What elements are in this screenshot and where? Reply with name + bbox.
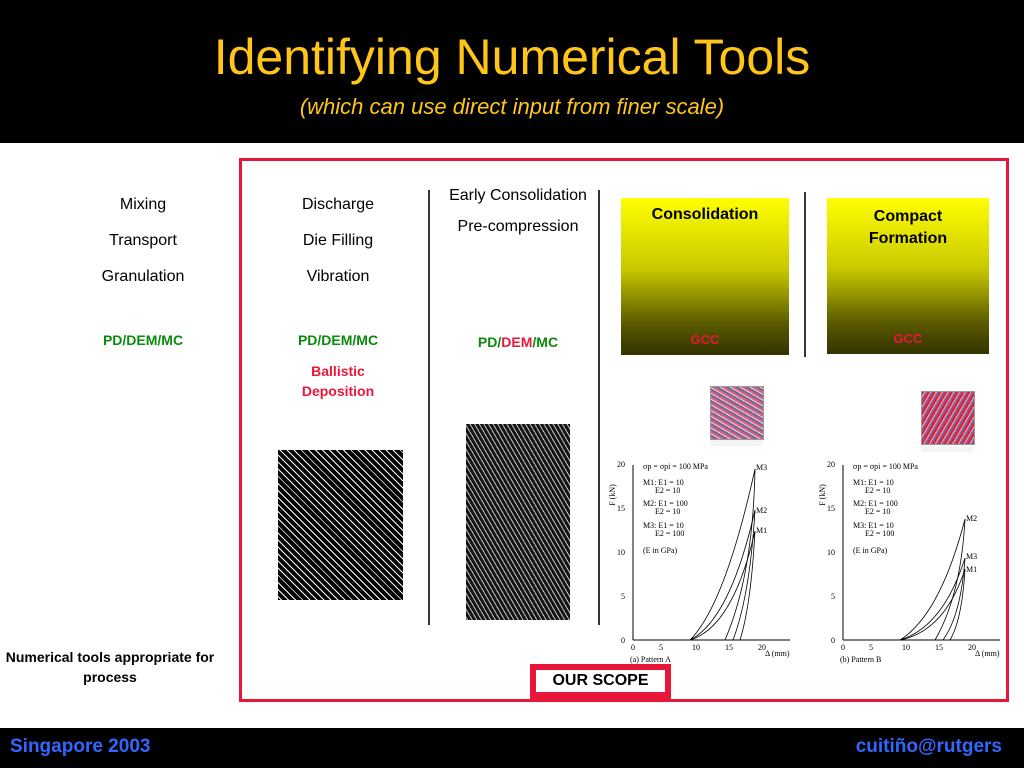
y-tick-label: 15 <box>827 504 835 513</box>
legend-m1: M1: E1 = 10 <box>643 478 684 487</box>
legend-m2: M2: E1 = 100 <box>853 499 898 508</box>
y-tick-label: 0 <box>621 636 625 645</box>
y-tick-label: 10 <box>617 548 625 557</box>
method-mc: /MC <box>532 334 559 350</box>
process-label: Vibration <box>306 268 370 285</box>
scope-border <box>239 158 1009 702</box>
curve-label: M3 <box>756 463 768 472</box>
legend-m2b: E2 = 10 <box>865 507 891 516</box>
process-label: Granulation <box>101 268 185 285</box>
method-label: PD/DEM/MC <box>102 332 184 348</box>
process-label: Early Consolidation <box>449 187 587 204</box>
legend-m1b: E2 = 10 <box>655 486 681 495</box>
legend-m3b: E2 = 100 <box>655 529 685 538</box>
our-scope-label: OUR SCOPE <box>536 670 665 692</box>
x-tick-label: 10 <box>902 643 910 652</box>
process-label: Die Filling <box>302 232 374 249</box>
x-tick-label: 10 <box>692 643 700 652</box>
y-tick-label: 10 <box>827 548 835 557</box>
x-tick-label: 20 <box>758 643 766 652</box>
x-axis-label: Δ (mm) <box>975 649 1000 658</box>
plot-caption: (b) Pattern B <box>840 655 882 664</box>
y-axis-label: F (kN) <box>608 484 617 506</box>
legend-m3: M3: E1 = 10 <box>853 521 894 530</box>
process-label: Pre-compression <box>457 218 579 235</box>
compact-formation-title: Compact Formation <box>868 208 948 247</box>
y-tick-label: 5 <box>831 592 835 601</box>
method-dem: DEM <box>501 334 533 350</box>
legend-m2: M2: E1 = 100 <box>643 499 688 508</box>
x-tick-label: 5 <box>869 643 873 652</box>
footer-location: Singapore 2003 <box>10 736 151 757</box>
curve-label: M1 <box>966 565 978 574</box>
y-tick-label: 5 <box>621 592 625 601</box>
our-scope-badge <box>530 664 671 702</box>
y-tick-label: 0 <box>831 636 835 645</box>
process-column-mixing <box>78 195 208 303</box>
legend-unit: (E in GPa) <box>643 546 678 555</box>
x-tick-label: 5 <box>659 643 663 652</box>
legend-m3b: E2 = 100 <box>865 529 895 538</box>
gcc-label: GCC <box>893 331 923 346</box>
legend-title: σp = σpi = 100 MPa <box>643 462 708 471</box>
process-label: Transport <box>109 232 177 249</box>
legend-m1b: E2 = 10 <box>865 486 891 495</box>
x-tick-label: 0 <box>841 643 845 652</box>
slide-title: Identifying Numerical Tools <box>213 29 811 85</box>
legend-title: σp = σpi = 100 MPa <box>853 462 918 471</box>
curve-label: M2 <box>756 506 768 515</box>
curve-label: M3 <box>966 552 978 561</box>
x-tick-label: 0 <box>631 643 635 652</box>
y-tick-label: 20 <box>827 460 835 469</box>
plot-caption: (a) Pattern A <box>630 655 671 664</box>
y-tick-label: 15 <box>617 504 625 513</box>
footer-author: cuitiño@rutgers <box>855 736 1002 757</box>
legend-m1: M1: E1 = 10 <box>853 478 894 487</box>
process-label: Mixing <box>119 196 167 213</box>
legend-m3: M3: E1 = 10 <box>643 521 684 530</box>
y-tick-label: 20 <box>617 460 625 469</box>
ballistic-deposition-label: Ballistic Deposition <box>301 363 375 399</box>
x-tick-label: 15 <box>725 643 733 652</box>
consolidation-title: Consolidation <box>651 206 759 223</box>
method-label: PD/DEM/MC <box>297 332 379 348</box>
x-tick-label: 20 <box>968 643 976 652</box>
curve-label: M2 <box>966 514 978 523</box>
gcc-label: GCC <box>690 332 720 347</box>
method-pd: PD/ <box>477 334 502 350</box>
numerical-tools-note: Numerical tools appropriate for process <box>5 649 215 685</box>
legend-unit: (E in GPa) <box>853 546 888 555</box>
x-axis-label: Δ (mm) <box>765 649 790 658</box>
x-tick-label: 15 <box>935 643 943 652</box>
curve-label: M1 <box>756 526 768 535</box>
legend-m2b: E2 = 10 <box>655 507 681 516</box>
process-label: Discharge <box>301 196 375 213</box>
slide-subtitle: (which can use direct input from finer scale) <box>299 94 725 119</box>
y-axis-label: F (kN) <box>818 484 827 506</box>
